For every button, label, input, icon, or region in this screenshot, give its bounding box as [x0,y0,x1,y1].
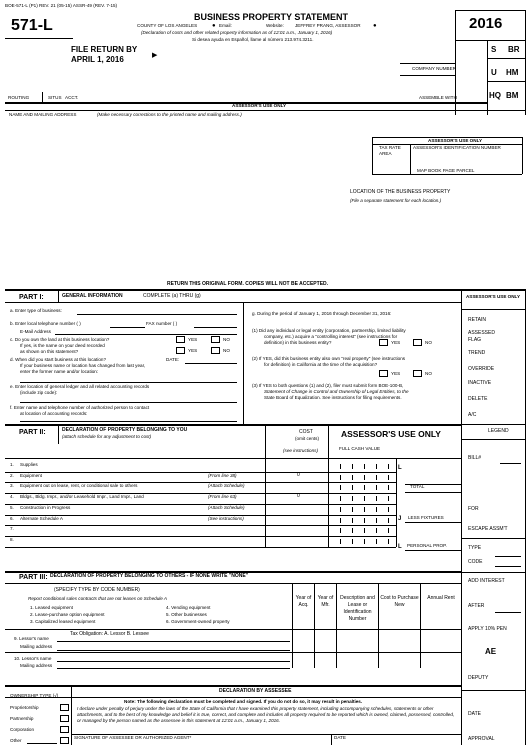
code-u: U [491,68,497,77]
digit-separator [364,464,365,469]
digit-separator [388,475,389,480]
tax-obligation: Tax Obligation: A. Lessor B. Lessee [70,631,149,637]
part2-row-number: 4. [10,494,14,500]
type-1: 1. Leased equipment [30,605,73,610]
part2-row-ref: (From line 63) [208,494,237,500]
part2-row-number: 6. [10,515,14,521]
part1-d2: If your business name or location has changed from last year, [20,363,146,368]
part1-g3c: State Board of Equalization. See instructions for filing requirements. [264,395,402,400]
company-number-label: COMPANY NUMBER [412,66,456,71]
col-annual-rent: Annual Rent [427,595,455,601]
email-label: Email: [219,23,232,28]
side-letter-j: J [398,516,402,522]
digit-separator [340,539,341,544]
cost-note: (omit cents) [295,436,319,441]
part2-label: PART II: [19,429,46,436]
col-cost-new: Cost to Purchase New [380,595,419,608]
side-letter-l: L [398,465,402,471]
side-for: FOR [468,506,479,512]
digit-separator [364,507,365,512]
side-delete: DELETE [468,396,488,402]
no-label: NO [425,340,432,345]
map-book-page-parcel: MAP BOOK PAGE PARCEL [417,168,475,173]
digit-separator [340,475,341,480]
lessor10-name-field[interactable] [57,661,290,662]
yes-label: YES [391,371,401,376]
type-3: 3. Capitalized leased equipment [30,619,96,624]
start-date-label: DATE: [166,357,180,362]
part2-row-number: 8. [10,536,14,542]
part1-c2: If yes, is the name on your deed recorded [20,343,105,348]
assessors-use-only-2: ASSESSOR'S USE ONLY [428,138,483,143]
part2-note: (attach schedule for any adjustment to cost) [62,434,152,439]
ownership-corporation-checkbox[interactable] [60,726,69,733]
form-number-box [5,13,73,37]
part1-g1b: company, etc.) acquire a "controlling interest" (see instructions for [264,334,398,339]
yes-label: YES [391,340,401,345]
side-assessors-use-only: ASSESSOR'S USE ONLY [465,294,521,299]
digit-separator [352,539,353,544]
type-5: 5. Other businesses [166,612,207,617]
ownership-other-label: Other [10,738,22,743]
acct-label: ACCT. [65,95,79,100]
side-after: AFTER [468,603,485,609]
declaration-note: Note: The following declaration must be completed and signed. If you do not do so, it may result in penalties. [124,699,363,704]
part1-c3: as shown on this statement? [20,349,79,354]
file-return-line2: APRIL 1, 2016 [71,55,124,64]
part1-g2b: for definition) in California at the time of the acquisition? [264,362,378,367]
ownership-proprietorship-checkbox[interactable] [60,704,69,711]
website-label: Website: [266,23,284,28]
side-legend: LEGEND [488,428,509,434]
side-approval: APPROVAL [468,736,495,742]
bullet-icon-2: ● [373,23,377,29]
digit-separator [364,539,365,544]
part3-label: PART III: [19,574,48,581]
form-title: BUSINESS PROPERTY STATEMENT [194,12,349,22]
type-2: 2. Lease-purchase option equipment [30,612,105,617]
form-subtitle: (Declaration of costs and other related property information as of 12:01 a.m., January 1, 2016) [141,30,333,35]
deed-recorded-yes-checkbox[interactable] [176,347,185,354]
side-trend: TREND [468,350,486,356]
form-id: BOE-571-L (P1) REV. 21 (05-15) ASSR-49 (REV. 7-15) [5,3,118,8]
part1-e1: e. Enter location of general ledger and all related accounting records [10,384,150,389]
digit-separator [352,507,353,512]
digit-separator [376,475,377,480]
lessor10-address-label: Mailing address [20,663,53,668]
part1-title: GENERAL INFORMATION [62,293,123,299]
lessor10-name-label: 10. Lessor's name [14,656,52,661]
side-deputy: DEPUTY [468,675,489,681]
part1-d1: d. When did you start business at this location? [10,357,107,362]
declaration-title: DECLARATION BY ASSESSEE [219,688,292,694]
personal-prop-label: PERSONAL PROP. [407,543,447,548]
part1-g2a: (2) If YES, did this business entity also own "real property" (see instructions [252,356,406,361]
part1-g3a: (3) If YES to both questions (1) and (2), filer must submit form BOE-100-B, [252,383,404,388]
ownership-proprietorship-label: Proprietorship [10,705,39,710]
col-description: Description and Lease or Identification Number [340,595,375,622]
part2-row-number: 3. [10,483,14,489]
part2-row-number: 7. [10,526,14,532]
digit-separator [352,485,353,490]
part2-title: DECLARATION OF PROPERTY BELONGING TO YOU [62,427,188,433]
side-type: TYPE [468,545,482,551]
digit-separator [376,528,377,533]
yes-label: YES [188,337,198,342]
real-property-yes-checkbox[interactable] [379,370,388,377]
digit-separator [388,528,389,533]
digit-separator [352,464,353,469]
part2-row-ref: (See instructions) [208,515,244,521]
code-hm: HM [506,68,519,77]
part2-row-rule [5,515,396,516]
part2-row-label: Bldgs., Bldg. Impr., and/or Leasehold Impr., Land Impr., Land [20,494,144,500]
digit-separator [340,496,341,501]
part1-subtitle: COMPLETE (a) THRU (g) [143,293,201,299]
name-address-field[interactable] [8,120,370,250]
total-label: TOTAL [410,484,425,489]
type-4: 4. Vending equipment [166,605,211,610]
name-address-note: (Make necessary corrections to the printed name and mailing address.) [97,112,242,117]
side-ae: AE [485,647,497,656]
assessors-use-only-header: ASSESSOR'S USE ONLY [232,103,287,108]
part2-row-label: Equipment [20,472,42,478]
side-escape-assmt: ESCAPE ASSM'T [468,526,508,532]
side-retain: RETAIN [468,317,486,323]
digit-separator [352,518,353,523]
part2-row-ref: (Attach Schedule) [208,483,245,489]
lessor9-name-field[interactable] [57,641,290,642]
signature-label: SIGNATURE OF ASSESSEE OR AUTHORIZED AGENT* [74,735,192,740]
ownership-other-checkbox[interactable] [60,737,69,744]
part1-f1: f. Enter name and telephone number of authorized person to contact [10,405,150,410]
fax-field[interactable] [194,327,237,328]
digit-separator [364,496,365,501]
col-year-acq: Year of Acq. [295,595,312,608]
assessor-name: JEFFREY PRANG, ASSESSOR [295,23,361,28]
side-letter-l-2: L [398,544,402,550]
part2-assessors-use-only: ASSESSOR'S USE ONLY [341,429,441,439]
lessor10-address-field[interactable] [57,668,290,669]
ownership-other-field[interactable] [27,743,57,744]
digit-separator [340,528,341,533]
part1-g1c: definition) in this business entity? [264,340,332,345]
tax-rate-area-label: TAX RATE AREA [379,145,401,156]
digit-separator [352,496,353,501]
cost-header: COST [299,429,313,435]
digit-separator [364,485,365,490]
side-inactive: INACTIVE [468,380,492,386]
no-label: NO [223,348,230,353]
location-label: LOCATION OF THE BUSINESS PROPERTY [350,189,451,195]
part2-row-rule [5,536,396,537]
side-code: CODE [468,559,483,565]
situs-label: SITUS [48,95,62,100]
digit-separator [364,475,365,480]
code-bm: BM [506,91,519,100]
declaration-text: I declare under penalty of perjury under the laws of the State of California that I have examined this property statement, including accompanying schedules, statements or other attachments, and to the best of my knowledge and belief it is true, correct, and complete and includes all property required to be reported which is owned, claimed, possessed, controlled, or managed by the person named as the assessee in this statement at 12:01 a.m., January 1, 2016. [77,706,455,723]
email-field[interactable] [55,334,237,335]
type-6: 6. Government-owned property [166,619,230,624]
part1-c1: c. Do you own the land at this business location? [10,337,110,342]
tax-year: 2016 [469,15,503,32]
part1-e2: (include zip code): [20,390,58,395]
digit-separator [340,507,341,512]
own-land-no-checkbox[interactable] [211,336,220,343]
part2-row-label: Equipment out on lease, rent, or conditional sale to others [20,483,138,489]
name-address-label: NAME AND MAILING ADDRESS [9,112,77,117]
part1-b: b. Enter local telephone number ( ) [10,321,81,326]
ledger-location-field[interactable] [20,402,237,403]
part2-row-rule [5,547,396,548]
digit-separator [388,507,389,512]
digit-separator [364,518,365,523]
part2-row-rule [5,525,396,526]
ownership-partnership-checkbox[interactable] [60,715,69,722]
yes-label: YES [188,348,198,353]
start-date-field[interactable] [185,363,237,364]
part2-row-ref: (Attach Schedule) [208,504,245,510]
bullet-icon: ● [212,23,216,29]
fax-label: FAX number ( ) [146,321,178,326]
no-label: NO [425,371,432,376]
ownership-corporation-label: Corporation [10,727,35,732]
part2-row-label: Supplies [20,462,38,467]
part2-row-number: 2. [10,472,14,478]
arrow-right-icon: ▶ [152,52,158,59]
digit-separator [388,496,389,501]
own-land-yes-checkbox[interactable] [176,336,185,343]
digit-separator [376,518,377,523]
controlling-interest-no-checkbox[interactable] [413,339,422,346]
part3-title: DECLARATION OF PROPERTY BELONGING TO OTHERS - IF NONE WRITE "NONE" [50,573,249,579]
digit-separator [340,485,341,490]
side-date: DATE [468,711,481,717]
digit-separator [352,475,353,480]
part2-row-label: Construction in Progress [20,504,71,510]
controlling-interest-yes-checkbox[interactable] [379,339,388,346]
former-name-field[interactable] [20,382,237,383]
part2-row-number: 5. [10,504,14,510]
lessor9-address-field[interactable] [57,650,290,651]
part1-f2: at location of accounting records: [20,411,88,416]
part2-row-number: 1. [10,462,14,467]
side-add-interest: ADD INTEREST [468,578,505,584]
digit-separator [376,507,377,512]
part3-type-title: (SPECIFY TYPE BY CODE NUMBER) [54,587,140,593]
digit-separator [376,464,377,469]
part1-g3b: Statement of Change in Control and Ownership of Legal Entities, to the [264,389,409,394]
lessor9-address-label: Mailing address [20,644,53,649]
less-fixtures-label: LESS FIXTURES [408,515,444,520]
digit-separator [352,528,353,533]
code-hq: HQ [489,91,501,100]
part2-row-cost[interactable]: 0 [297,493,300,500]
digit-separator [388,518,389,523]
digit-separator [376,496,377,501]
part2-row-label: Alternate Schedule A [20,515,63,521]
ownership-title: OWNERSHIP TYPE (√) [10,693,59,698]
real-property-no-checkbox[interactable] [413,370,422,377]
digit-separator [376,485,377,490]
form-number: 571-L [11,17,53,34]
file-return-line1: FILE RETURN BY [71,45,138,54]
part3-type-note: Report conditional sales contracts that are not leases on Schedule A [28,596,168,601]
spanish-help: Si desea ayuda en Español, llame al número 213.974.3211. [192,37,314,42]
email-address-label: E-Mail Address [20,329,51,334]
part1-a: a. Enter type of business: [10,308,62,313]
county-name: COUNTY OF LOS ANGELES [137,23,198,28]
deed-recorded-no-checkbox[interactable] [211,347,220,354]
phone-field[interactable] [110,327,145,328]
part2-row-ref: (From line 38) [208,472,237,478]
digit-separator [388,539,389,544]
return-original-notice: RETURN THIS ORIGINAL FORM. COPIES WILL NOT BE ACCEPTED. [167,281,329,287]
part1-g1a: (1) Did any individual or legal entity (corporation, partnership, limited liability [252,328,406,333]
no-label: NO [223,337,230,342]
side-override: OVERRIDE [468,366,495,372]
side-apply-pen: APPLY 10% PEN [468,626,507,632]
digit-separator [388,485,389,490]
routing-label: ROUTING [8,95,30,100]
assemble-with-label: ASSEMBLE WITH [419,95,457,100]
part2-row-rule [5,472,396,473]
code-s: S [491,45,497,54]
digit-separator [388,464,389,469]
part2-row-cost[interactable]: 0 [297,471,300,478]
contact-person-field[interactable] [20,421,237,422]
see-instructions: (see instructions) [283,448,318,453]
signature-date-label: DATE [334,735,346,740]
business-type-field[interactable] [77,314,237,315]
code-br: BR [508,45,520,54]
part1-label: PART I: [19,294,44,301]
side-ac: A/C [468,412,477,418]
side-bill: BILL# [468,455,482,461]
side-assessed-flag: ASSESSED FLAG [468,330,495,343]
ownership-partnership-label: Partnership [10,716,34,721]
assessor-id-label: ASSESSOR'S IDENTIFICATION NUMBER [413,145,501,150]
digit-separator [340,464,341,469]
location-note: (File a separate statement for each location.) [350,198,442,203]
digit-separator [376,539,377,544]
full-cash-value-label: FULL CASH VALUE [339,446,381,451]
part1-g: g. During the period of January 1, 2016 through December 31, 2016: [252,311,392,316]
lessor9-name-label: 9. Lessor's name [14,636,49,641]
digit-separator [340,518,341,523]
digit-separator [364,528,365,533]
signature-field[interactable] [73,741,330,745]
col-year-mfr: Year of Mfr. [317,595,334,608]
part1-d3: enter the former name and/or location: [20,369,99,374]
